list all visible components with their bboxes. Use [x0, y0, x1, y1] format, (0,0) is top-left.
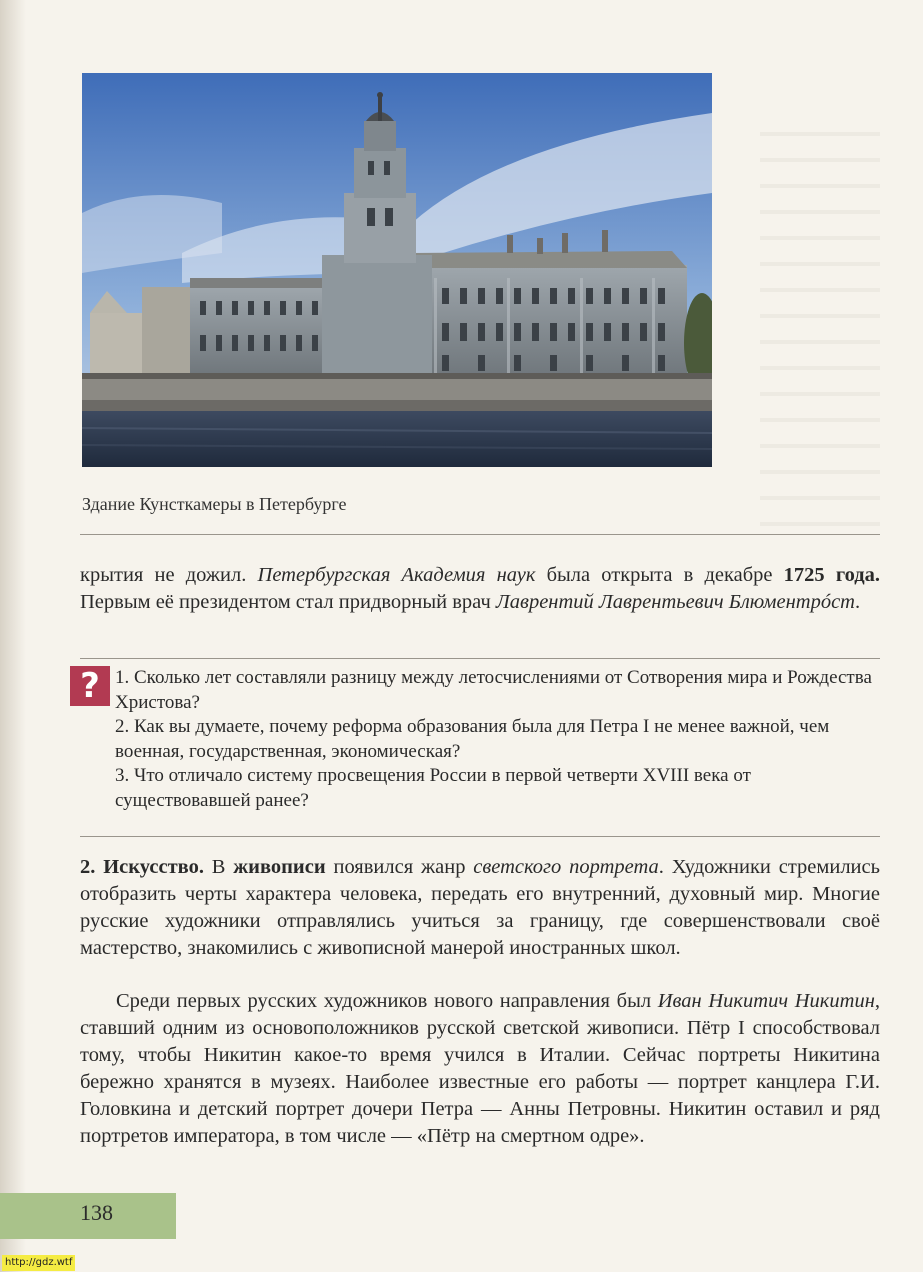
text-run: . Художники стремились отобразить черты характера человека, передать его внутренний, духовный мир. Многие русские художники отправлялись учиться за границу, где совершенствовали своё мастерство, знакомились с живописной манерой иностранных школ. [80, 856, 880, 959]
text-run: Среди первых русских художников нового направления был [116, 990, 658, 1012]
bleed-through-text [760, 110, 880, 530]
caption-divider [80, 534, 880, 535]
kunstkamera-photo [82, 73, 712, 467]
italic-term: светского портрета [473, 856, 659, 878]
text-run: была открыта в декабре [535, 564, 784, 586]
watermark-link[interactable]: http://gdz.wtf [2, 1255, 75, 1271]
page-number: 138 [80, 1200, 113, 1225]
text-run: , ставший одним из основоположников русской светской живописи. Пётр I способствовал тому, чтобы Никитин какое-то время учился в Италии. Сейчас портреты Никитина бережно хранятся в музеях. Наиболее известные его работы — портрет канцлера Г.И. Головкина и детский портрет дочери Петра — Анны Петровны. Никитин оставил и ряд портретов императора, в том числе — «Пётр на смертном одре». [80, 990, 880, 1147]
text-run: крытия не дожил. [80, 564, 258, 586]
bold-date: 1725 года. [783, 564, 881, 586]
photo-caption: Здание Кунсткамеры в Петербурге [82, 494, 347, 514]
italic-term: Петербургская Академия наук [257, 564, 536, 586]
paragraph-academy [80, 562, 880, 616]
question-item: 1. Сколько лет составляли разницу между летосчислениями от Сотворения мира и Рождества Христова? [115, 667, 872, 713]
questions-list [115, 666, 880, 813]
page-gutter-shadow [0, 0, 26, 1272]
questions-top-divider [80, 658, 880, 659]
bold-term: живописи [233, 856, 326, 878]
italic-name: Лаврентий Лаврентьевич Блюментрóст [495, 591, 855, 613]
questions-bottom-divider [80, 836, 880, 837]
text-run: Первым её президентом стал придворный врач [80, 591, 496, 613]
text-run: В [203, 856, 234, 878]
paragraph-nikitin [80, 988, 880, 1150]
text-run: . [855, 591, 861, 613]
paragraph-art [80, 854, 880, 962]
question-item: 2. Как вы думаете, почему реформа образования была для Петра I не менее важной, чем военная, государственная, экономическая? [115, 716, 830, 762]
question-item: 3. Что отличало систему просвещения России в первой четверти XVIII века от существовавшей ранее? [115, 765, 751, 811]
text-run: появился жанр [325, 856, 474, 878]
section-heading: 2. Искусство. [80, 856, 204, 878]
italic-name: Иван Никитич Никитин [657, 990, 875, 1012]
question-mark-icon: ? [70, 666, 110, 706]
